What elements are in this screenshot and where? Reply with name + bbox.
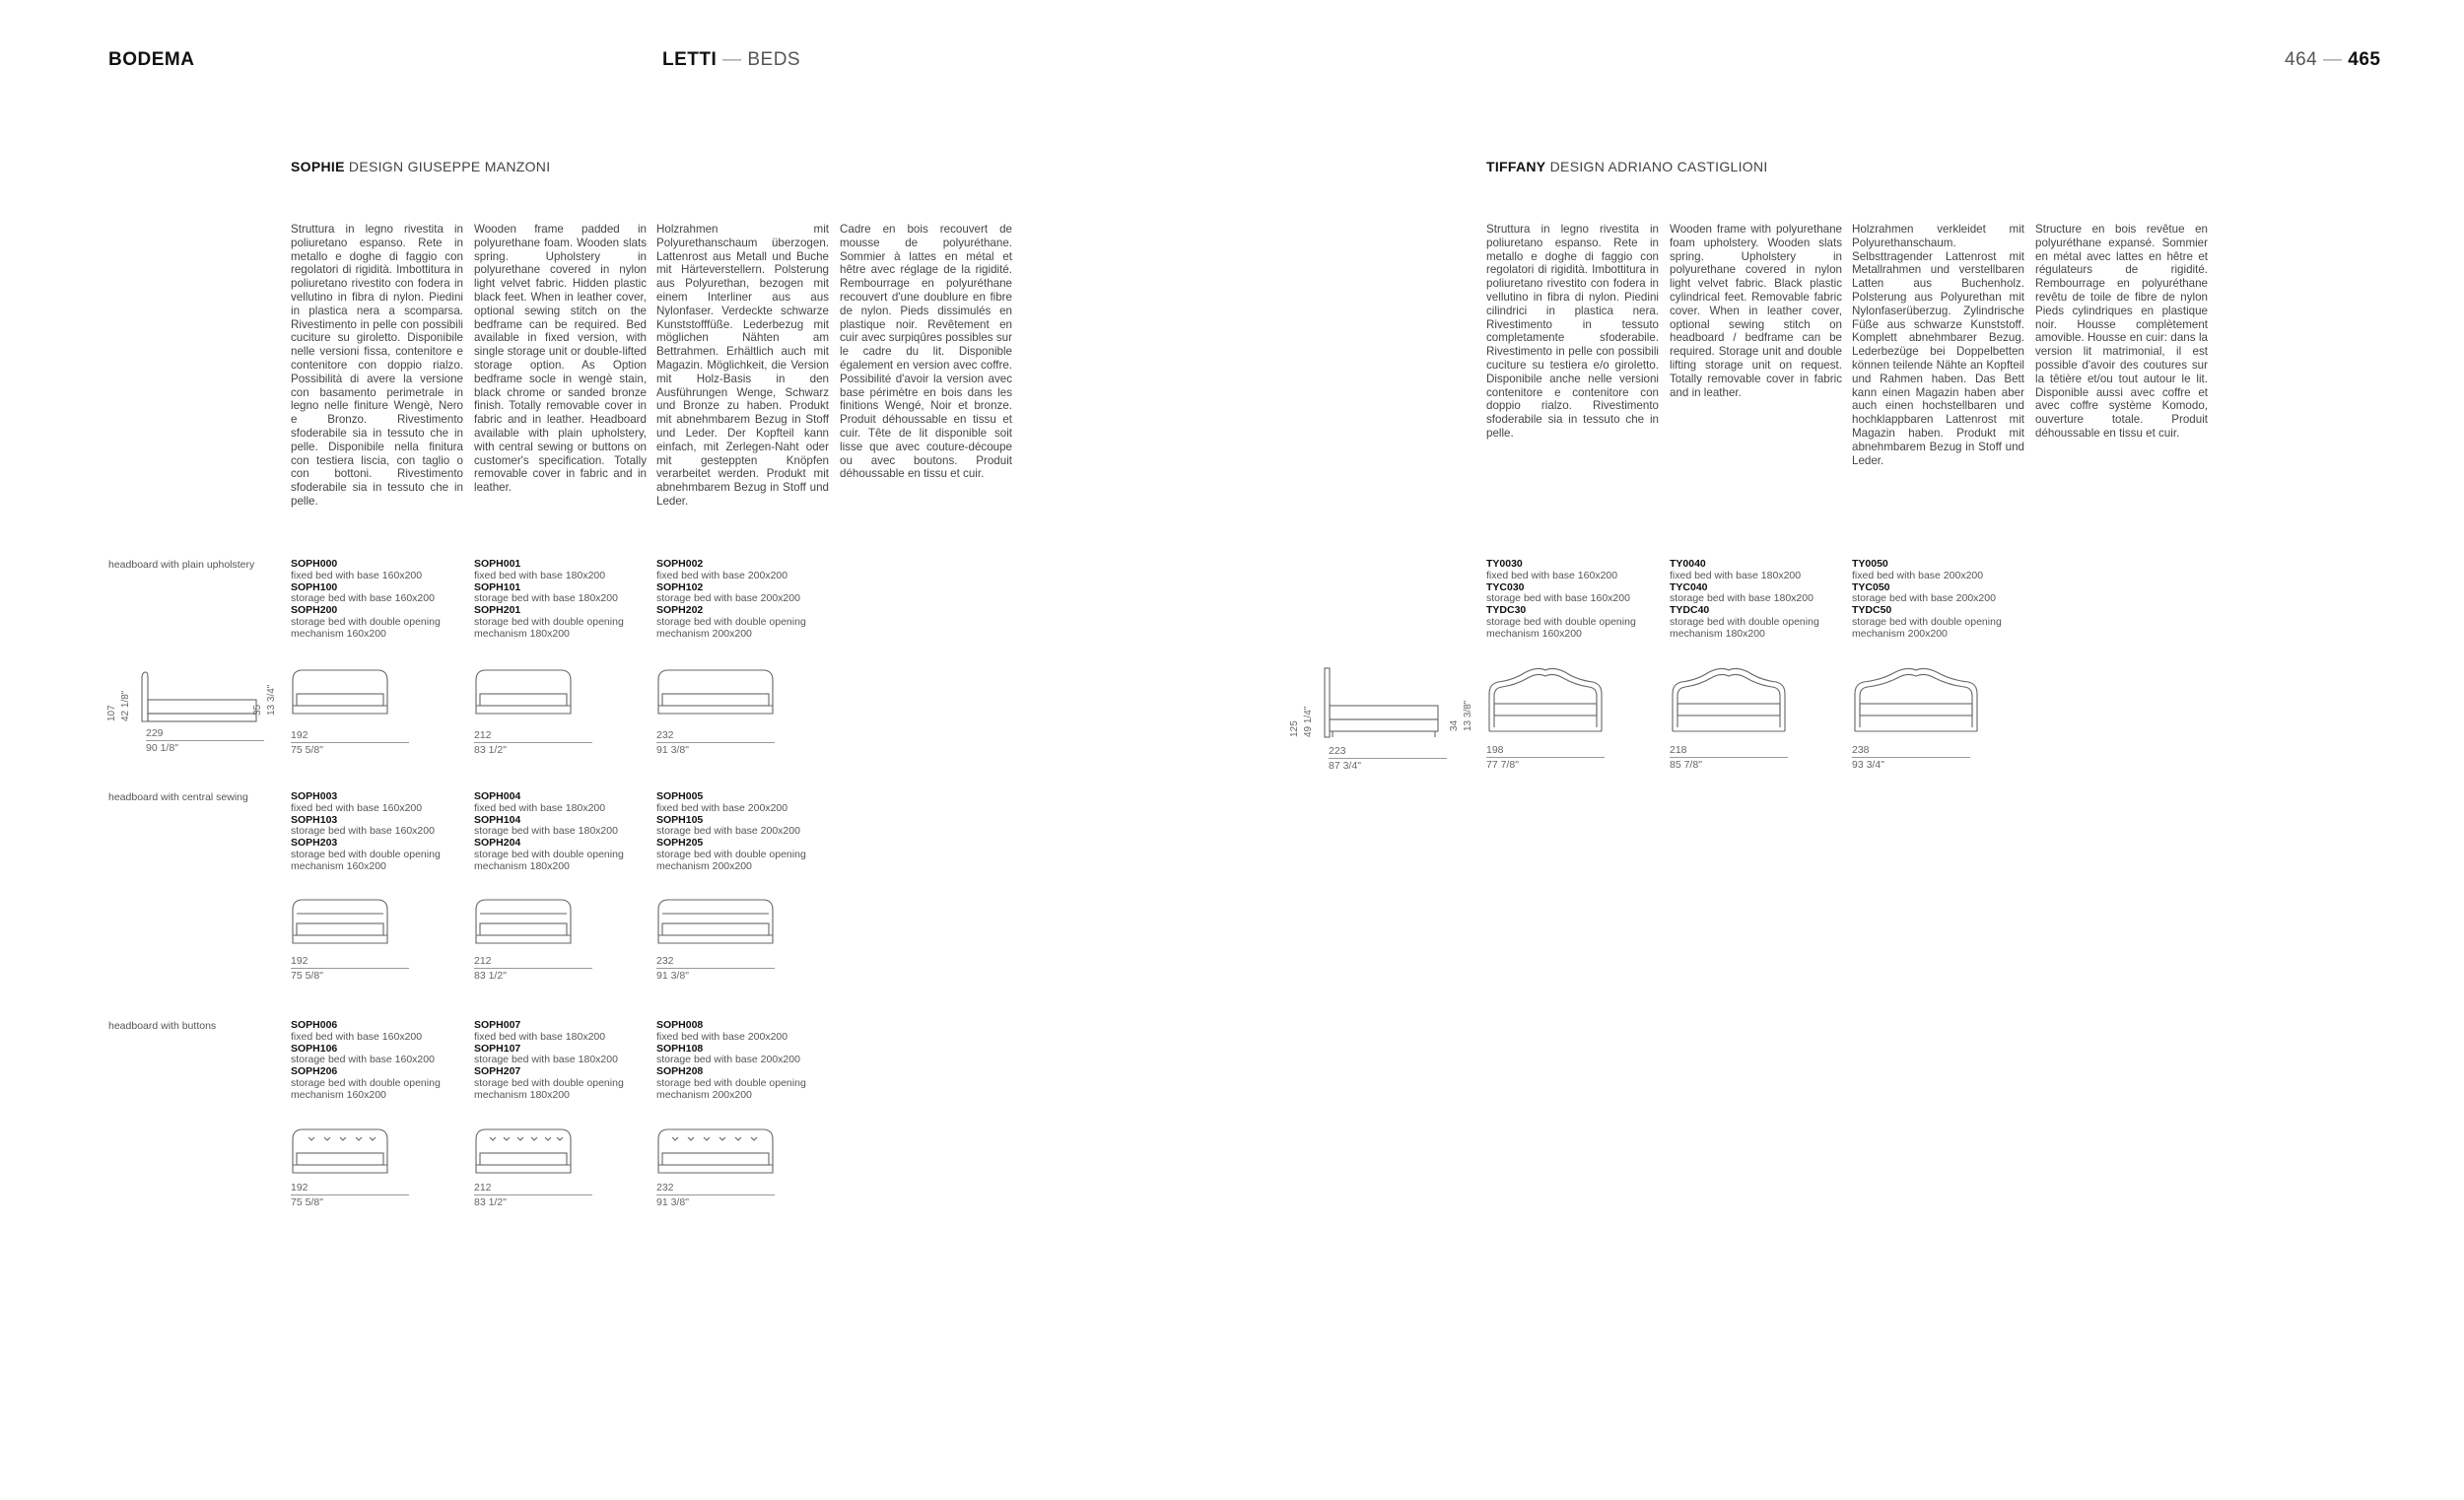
- side-height-dim: 107: [106, 705, 117, 721]
- bed-width-dim: 212 83 1/2": [474, 729, 592, 756]
- bed-front-view-tiffany: [1486, 666, 1605, 737]
- sophie-title: [291, 159, 550, 174]
- tiffany-designer: DESIGN ADRIANO CASTIGLIONI: [1549, 159, 1768, 174]
- bed-front-view-buttons: [474, 1125, 573, 1177]
- bed-width-dim: 192 75 5/8": [291, 955, 409, 982]
- product-spec: TY0040 fixed bed with base 180x200 TYC040 storage bed with base 180x200 TYDC40 storage bed with double opening mechanism 180x200: [1670, 558, 1819, 640]
- bed-width-dim: 212 83 1/2": [474, 1182, 592, 1208]
- row-label-plain: headboard with plain upholstery: [108, 559, 255, 571]
- bed-front-view-tiffany: [1670, 666, 1788, 737]
- bed-front-view-tiffany: [1852, 666, 1980, 737]
- side-height-dim: 125: [1289, 720, 1300, 737]
- side-base-height-dim-inch: 13 3/4": [266, 684, 277, 716]
- side-height-dim-inch: 42 1/8": [120, 690, 131, 721]
- bed-width-dim: 192 75 5/8": [291, 1182, 409, 1208]
- page-right: 465: [2348, 49, 2381, 70]
- tiffany-name: TIFFANY: [1486, 159, 1546, 174]
- row-label-buttons: headboard with buttons: [108, 1020, 217, 1032]
- product-spec: SOPH005 fixed bed with base 200x200 SOPH105 storage bed with base 200x200 SOPH205 storage bed with double opening mechanism 200x200: [656, 790, 806, 872]
- bed-width-dim: 232 91 3/8": [656, 1182, 775, 1208]
- side-length-dim: 223 87 3/4": [1329, 745, 1447, 772]
- tiffany-desc-de: Holzrahmen verkleidet mit Polyurethanschaum. Selbsttragender Lattenrost mit Metallrahmen und verstellbaren Latten aus Buchenholz. Polsterung aus Polyurethan mit Nylonfaserüberzug. Zylindrische Füße aus schwarze Kunststoff. Komplett abnehmbarer Bezug. Lederbezüge bei Doppelbetten können teilende Nähte an Kopfteil und Rahmen haben. Das Bett kann einen Magazin haben aber auch einen hochstellbaren und hochklappbaren Lattenrost mit Magazin haben. Produkt mit abnehmbarem Bezug in Stoff und Leder.: [1852, 223, 2024, 467]
- side-height-dim-inch: 49 1/4": [1303, 706, 1314, 737]
- product-spec: SOPH002 fixed bed with base 200x200 SOPH102 storage bed with base 200x200 SOPH202 storage bed with double opening mechanism 200x200: [656, 558, 806, 640]
- bed-front-view-buttons: [291, 1125, 389, 1177]
- tiffany-desc-fr: Structure en bois revêtue en polyuréthane expansé. Sommier en métal avec lattes en hêtre et régulateurs de rigidité. Rembourrage en polyuréthane revêtu de toile de fibre de nylon Pieds cylindriques en plastique noir. Housse complètement amovible. Housse en cuir: dans la version lit matrimonial, il est possible d'avoir des coutures sur la têtière et/ou tout autour le lit. Disponible aussi avec coffre et avec coffre système Komodo, ouverture totale. Produit déhoussable en tissu et cuir.: [2035, 223, 2208, 440]
- tiffany-title: [1486, 159, 1768, 174]
- tiffany-side-view: [1321, 666, 1449, 739]
- product-spec: SOPH001 fixed bed with base 180x200 SOPH101 storage bed with base 180x200 SOPH201 storage bed with double opening mechanism 180x200: [474, 558, 624, 640]
- sophie-side-view: [138, 670, 266, 729]
- product-spec: SOPH008 fixed bed with base 200x200 SOPH108 storage bed with base 200x200 SOPH208 storage bed with double opening mechanism 200x200: [656, 1019, 806, 1101]
- bed-width-dim: 212 83 1/2": [474, 955, 592, 982]
- sophie-desc-de: Holzrahmen mit Polyurethanschaum überzogen. Lattenrost aus Metall und Buche mit Härteverstellern. Polsterung aus Polyurethan, bezogen mit einem Interliner aus aus Nylonfaser. Verdeckte schwarze Kunststofffüße. Lederbezug mit möglichen Nähten am Bettrahmen. Erhältlich auch mit Magazin. Möglichkeit, die Version mit Holz-Basis in den Ausführungen Wenge, Schwarz und Bronze zu haben. Produkt mit abnehmbarem Bezug in Stoff und Leder. Der Kopfteil kann einfach, mit Zerlegen-Naht oder mit gesteppten Knöpfen verarbeitet werden. Produkt mit abnehmbarem Bezug in Stoff und Leder.: [656, 223, 829, 508]
- bed-width-dim: 232 91 3/8": [656, 729, 775, 756]
- category-separator: —: [722, 49, 742, 70]
- product-spec: SOPH000 fixed bed with base 160x200 SOPH100 storage bed with base 160x200 SOPH200 storage bed with double opening mechanism 160x200: [291, 558, 441, 640]
- bed-width-dim: 232 91 3/8": [656, 955, 775, 982]
- product-spec: SOPH007 fixed bed with base 180x200 SOPH107 storage bed with base 180x200 SOPH207 storage bed with double opening mechanism 180x200: [474, 1019, 624, 1101]
- bed-width-dim: 198 77 7/8": [1486, 744, 1605, 771]
- side-base-height-dim-inch: 13 3/8": [1463, 700, 1473, 731]
- bed-width-dim: 218 85 7/8": [1670, 744, 1788, 771]
- page-numbers: [2285, 49, 2380, 71]
- sophie-name: SOPHIE: [291, 159, 345, 174]
- page-category: [662, 49, 800, 71]
- product-spec: TY0030 fixed bed with base 160x200 TYC030 storage bed with base 160x200 TYDC30 storage bed with double opening mechanism 160x200: [1486, 558, 1636, 640]
- bed-front-view-buttons: [656, 1125, 775, 1177]
- tiffany-desc-en: Wooden frame with polyurethane foam upholstery. Wooden slats spring. Upholstery in polyurethane covered in nylon light velvet fabric. Black plastic cylindrical feet. Removable fabric cover. When in leather cover, optional sewing stitch on headboard / bedframe can be required. Storage unit and double lifting storage unit on request. Totally removable cover in fabric and in leather.: [1670, 223, 1842, 399]
- product-spec: SOPH006 fixed bed with base 160x200 SOPH106 storage bed with base 160x200 SOPH206 storage bed with double opening mechanism 160x200: [291, 1019, 441, 1101]
- category-en: BEDS: [747, 49, 801, 70]
- page-separator: —: [2322, 49, 2343, 70]
- product-spec: SOPH004 fixed bed with base 180x200 SOPH104 storage bed with base 180x200 SOPH204 storage bed with double opening mechanism 180x200: [474, 790, 624, 872]
- bed-width-dim: 192 75 5/8": [291, 729, 409, 756]
- tiffany-desc-it: Struttura in legno rivestita in poliuretano espanso. Rete in metallo e doghe di faggio con regolatori di rigidità. Imbottitura in poliuretano rivestito con fodera in vellutino in fibra di nylon. Piedini cilindrici in plastica nera. Rivestimento in tessuto completamente sfoderabile. Rivestimento in pelle con possibili cuciture su testiera e/o giroletto. Disponibile anche nelle versioni contenitore e contenitore con doppio rialzo. Rivestimento sfoderabile sia in tessuto che in pelle.: [1486, 223, 1659, 440]
- bed-width-dim: 238 93 3/4": [1852, 744, 1970, 771]
- bed-front-view-sewing: [474, 896, 573, 947]
- side-base-height-dim: 34: [1449, 719, 1460, 731]
- sophie-desc-fr: Cadre en bois recouvert de mousse de polyuréthane. Sommier à lattes en métal et hêtre avec réglage de la rigidité. Rembourrage en polyuréthane recouvert d'une doublure en fibre de nylon. Pieds dissimulés en plastique noir. Revêtement en cuir avec surpiqûres possibles sur le cadre du lit. Disponible également en version avec coffre. Possibilité d'avoir la version avec base périmètre en bois dans les finitions Wengé, Noir et bronze. Produit déhoussable en tissu et cuir. Tête de lit disponible soit lisse que avec couture-découpe ou avec boutons. Produit déhoussable en tissu et cuir.: [840, 223, 1012, 481]
- bed-front-view-plain: [656, 666, 775, 717]
- brand-logo: BODEMA: [108, 49, 195, 70]
- sophie-desc-en: Wooden frame padded in polyurethane foam. Wooden slats spring. Upholstery in polyurethane covered in nylon light velvet fabric. Hidden plastic black feet. When in leather cover, optional sewing stitch on the bedframe can be required. Bed available in fixed version, with single storage unit or double-lifted storage option. As Option bedframe socle in wengè stain, black chrome or sanded bronze finish. Totally removable cover in fabric and in leather. Headboard available with plain upholstery, with central sewing or buttons on customer's specification. Totally removable cover in fabric and in leather.: [474, 223, 647, 495]
- product-spec: TY0050 fixed bed with base 200x200 TYC050 storage bed with base 200x200 TYDC50 storage bed with double opening mechanism 200x200: [1852, 558, 2002, 640]
- row-label-central-sewing: headboard with central sewing: [108, 791, 248, 803]
- bed-front-view-sewing: [656, 896, 775, 947]
- sophie-desc-it: Struttura in legno rivestita in poliuretano espanso. Rete in metallo e doghe di faggio con regolatori di rigidità. Imbottitura in poliuretano rivestito con fodera in vellutino in fibra di nylon. Piedini in plastica nera a scomparsa. Rivestimento in pelle con possibili cuciture su giroletto. Disponibile nelle versioni fissa, contenitore e contenitore con doppio rialzo. Possibilità di avere la versione con basamento perimetrale in legno nelle finiture Wengè, Nero e Bronzo. Rivestimento sfoderabile sia in tessuto che in pelle. Disponibile nella finitura con testiera liscia, con taglio o con bottoni. Rivestimento sfoderabile sia in tessuto che in pelle.: [291, 223, 463, 508]
- sophie-designer: DESIGN GIUSEPPE MANZONI: [348, 159, 551, 174]
- side-length-dim: 229 90 1/8": [146, 727, 264, 754]
- product-spec: SOPH003 fixed bed with base 160x200 SOPH103 storage bed with base 160x200 SOPH203 storage bed with double opening mechanism 160x200: [291, 790, 441, 872]
- bed-front-view-sewing: [291, 896, 389, 947]
- side-base-height-dim: 35: [252, 704, 263, 716]
- page-left: 464: [2285, 49, 2318, 70]
- bed-front-view-plain: [291, 666, 389, 717]
- category-it: LETTI: [662, 49, 718, 70]
- bed-front-view-plain: [474, 666, 573, 717]
